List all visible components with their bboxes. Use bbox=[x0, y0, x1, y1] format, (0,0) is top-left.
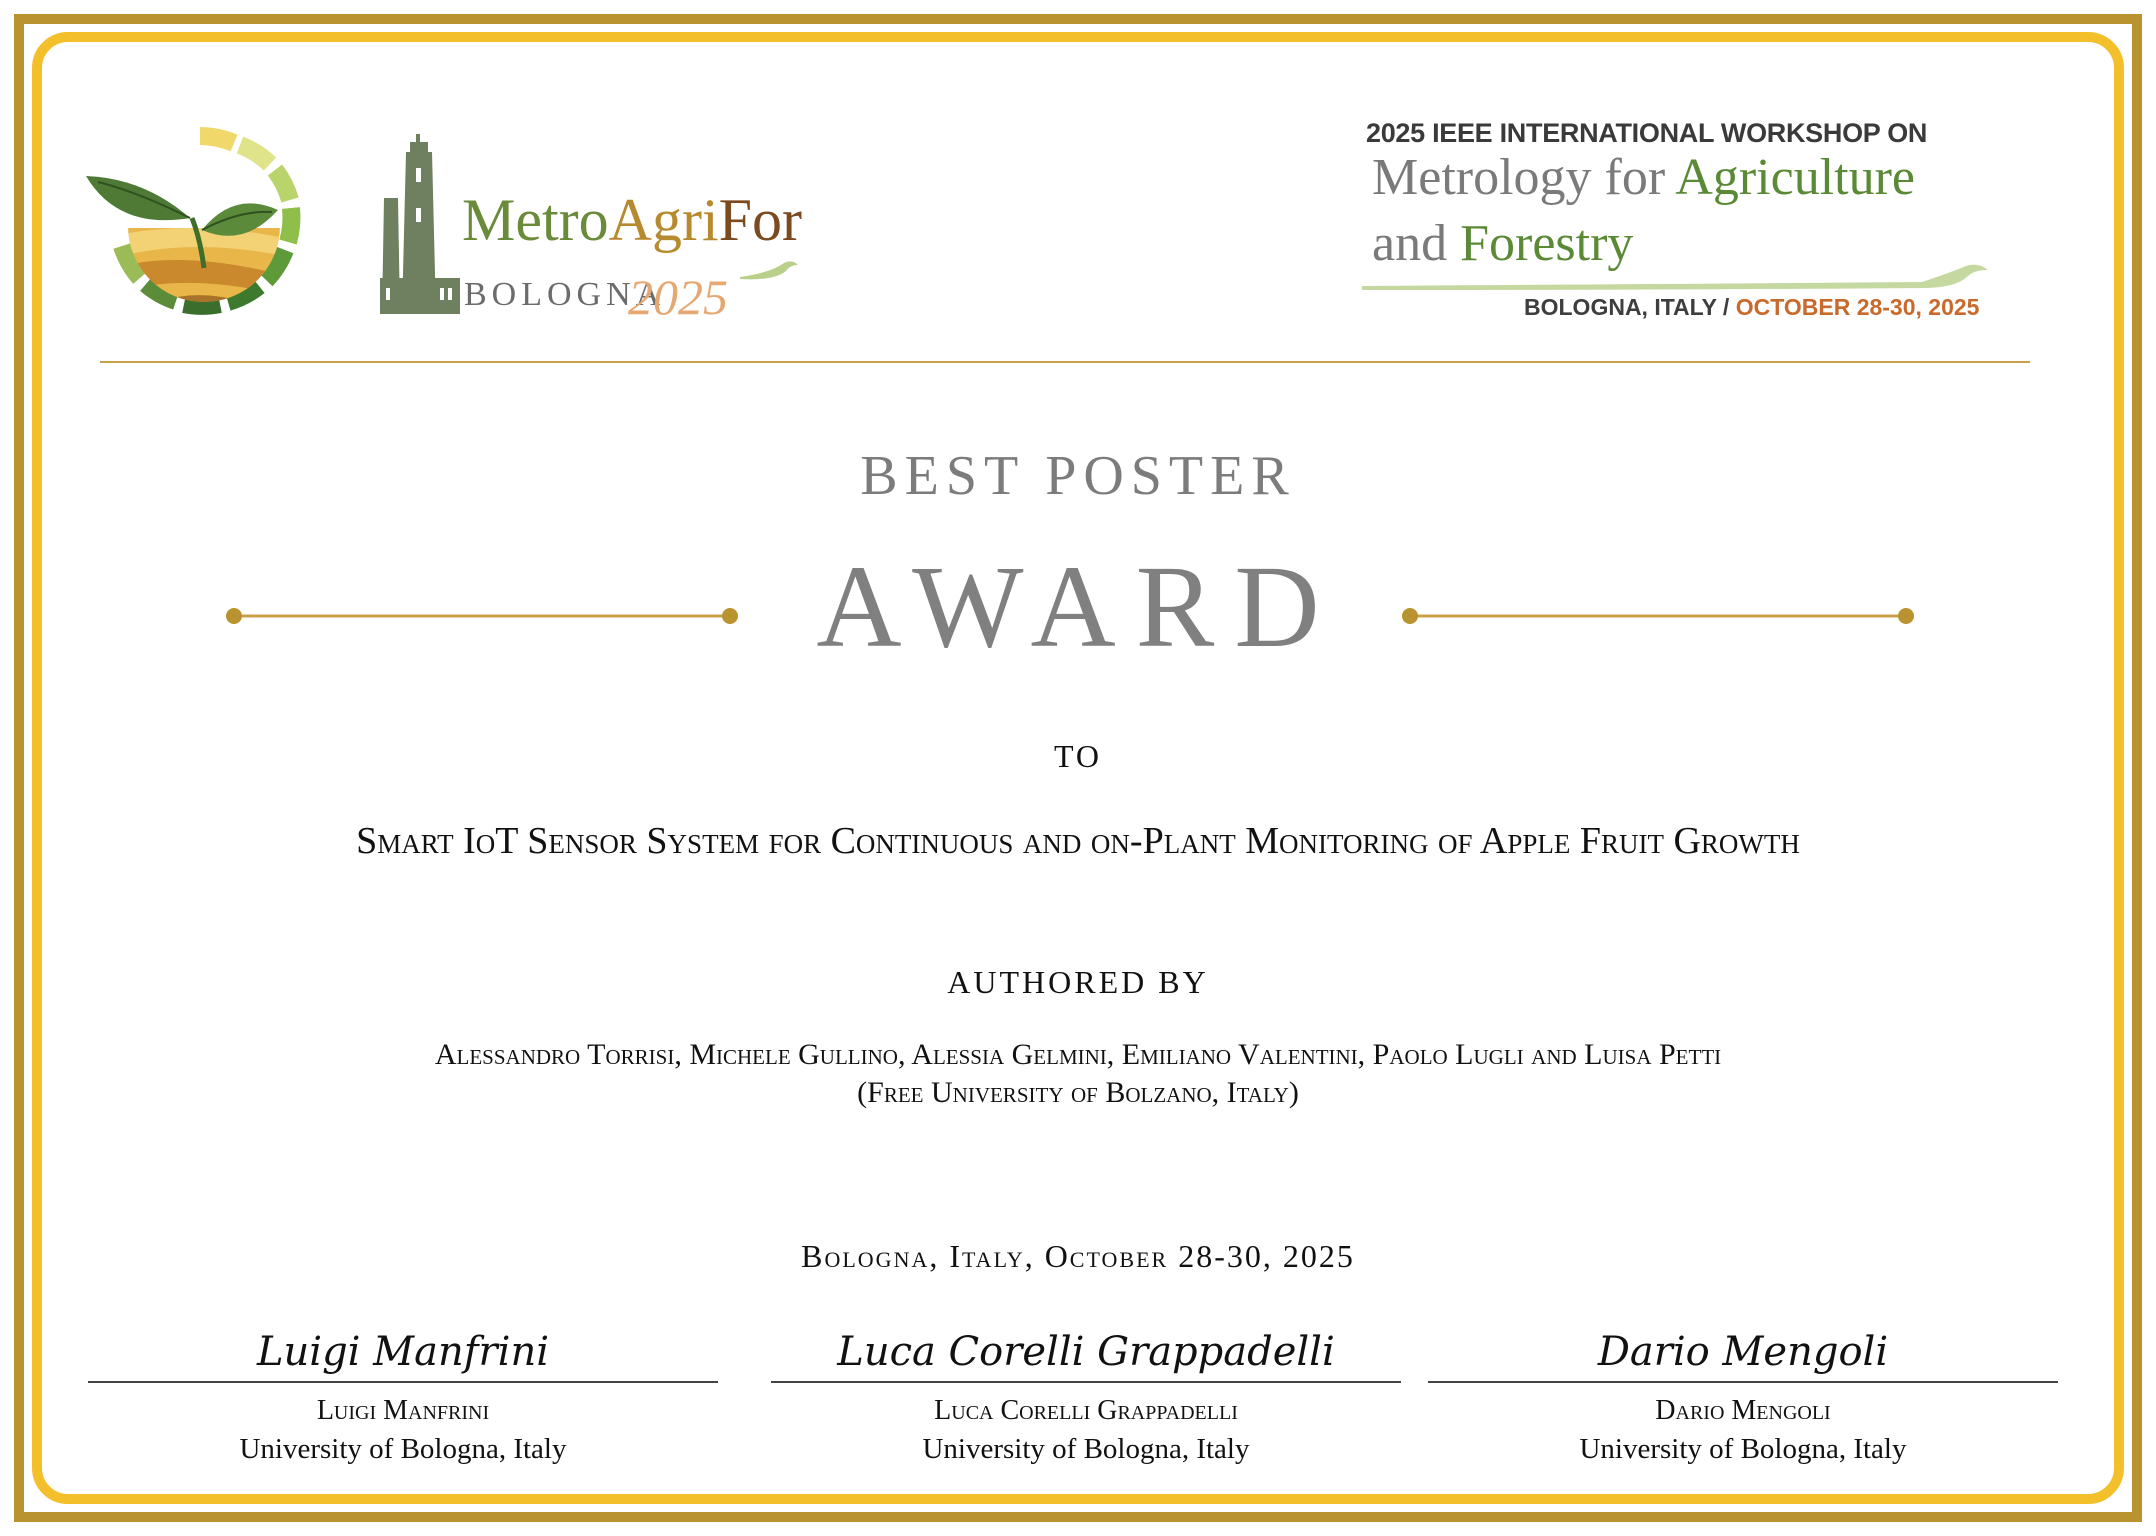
signer-name: Luca Corelli Grappadelli bbox=[934, 1395, 1238, 1426]
right-ornament-line bbox=[1400, 606, 1916, 626]
paper-title: Smart IoT Sensor System for Continuous and on-Plant Monitoring of Apple Fruit Growth bbox=[356, 820, 1800, 862]
signer-affiliation: University of Bologna, Italy bbox=[239, 1433, 567, 1465]
signature-script: Luca Corelli Grappadelli bbox=[837, 1329, 1335, 1375]
signature-block bbox=[88, 1325, 718, 1464]
left-ornament-line bbox=[224, 606, 740, 626]
signature-line bbox=[1428, 1381, 2058, 1383]
leaf-swoosh-icon bbox=[740, 255, 800, 285]
brand-metro: Metro bbox=[462, 187, 609, 253]
workshop-location bbox=[1524, 294, 1979, 321]
signer-affiliation: University of Bologna, Italy bbox=[922, 1433, 1250, 1465]
signer-name: Dario Mengoli bbox=[1655, 1395, 1831, 1426]
signature-block bbox=[1428, 1325, 2058, 1464]
signature-line bbox=[88, 1381, 718, 1383]
ws-location: BOLOGNA, ITALY / bbox=[1524, 294, 1736, 320]
signer-name: Luigi Manfrini bbox=[316, 1395, 490, 1426]
brand-city: BOLOGNA bbox=[464, 276, 666, 313]
brand-year: 2025 bbox=[628, 269, 728, 325]
event-place-date: Bologna, Italy, October 28-30, 2025 bbox=[801, 1238, 1355, 1274]
authors-affiliation: (Free University of Bolzano, Italy) bbox=[857, 1076, 1299, 1109]
signature-line bbox=[771, 1381, 1401, 1383]
ws-agriculture: Agriculture bbox=[1675, 149, 1915, 206]
ws-and: and bbox=[1372, 215, 1461, 272]
ws-dates: OCTOBER 28-30, 2025 bbox=[1735, 294, 1980, 320]
to-label: TO bbox=[1053, 738, 1103, 774]
brand-agri: Agri bbox=[608, 187, 719, 253]
ws-metrology: Metrology for bbox=[1372, 149, 1676, 206]
workshop-title: 2025 IEEE INTERNATIONAL WORKSHOP ON bbox=[1366, 118, 1928, 148]
workshop-name-line1 bbox=[1372, 149, 1915, 206]
header-divider bbox=[100, 361, 2030, 363]
brand-for: For bbox=[718, 187, 802, 253]
award-heading: BEST POSTER bbox=[860, 445, 1296, 507]
signature-script: Luigi Manfrini bbox=[256, 1329, 550, 1375]
seedling-logo-icon bbox=[84, 118, 316, 330]
ws-forestry: Forestry bbox=[1460, 215, 1634, 272]
signature-block bbox=[771, 1325, 1401, 1464]
bologna-tower-icon bbox=[380, 128, 460, 318]
signer-affiliation: University of Bologna, Italy bbox=[1579, 1433, 1907, 1465]
authors-list: Alessandro Torrisi, Michele Gullino, Alessia Gelmini, Emiliano Valentini, Paolo Lugli and Luisa Petti bbox=[434, 1038, 1722, 1071]
award-title: AWARD bbox=[816, 541, 1340, 672]
workshop-swoosh-icon bbox=[1362, 262, 1992, 296]
authored-by-label: AUTHORED BY bbox=[947, 964, 1209, 1000]
signature-script: Dario Mengoli bbox=[1597, 1329, 1889, 1375]
metroagrifor-wordmark bbox=[462, 187, 802, 253]
